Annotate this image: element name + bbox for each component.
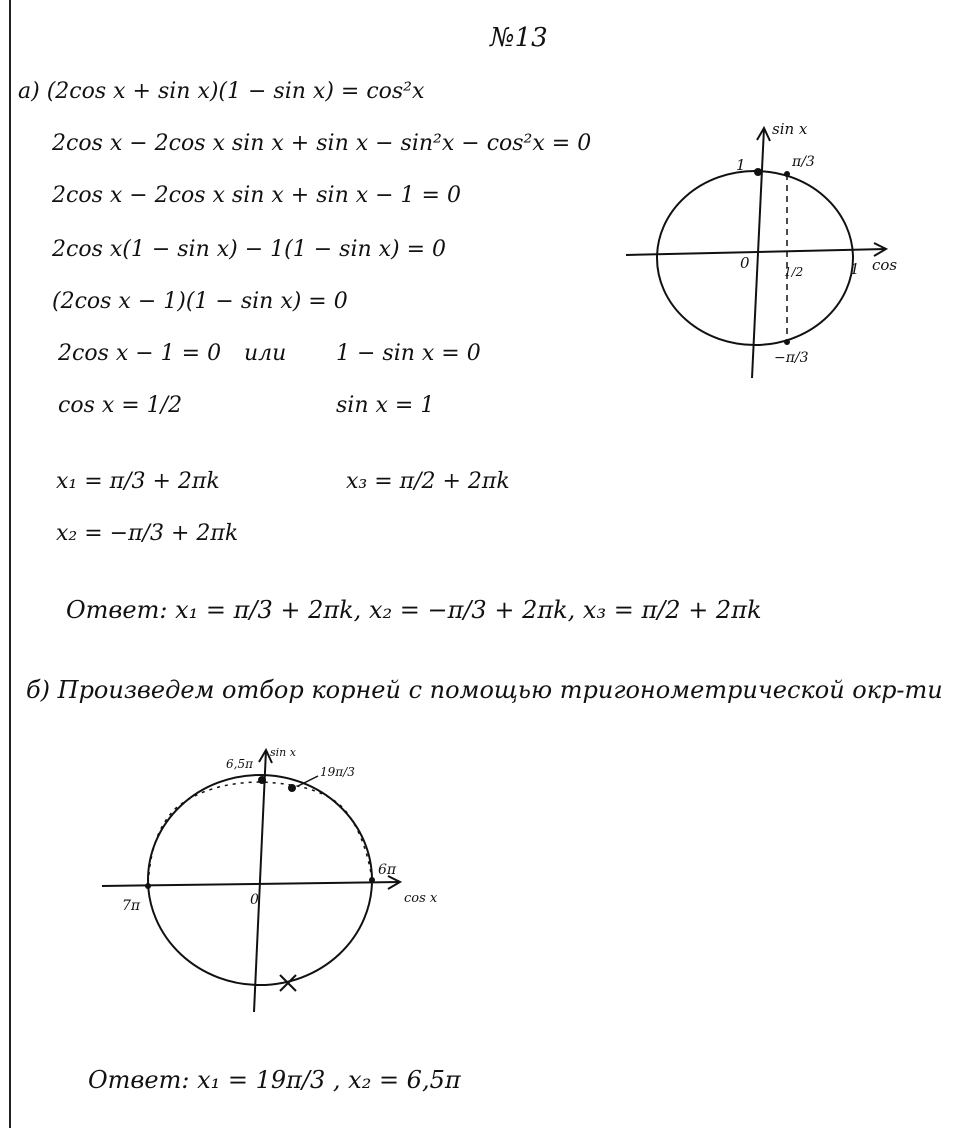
equation-line-2: 2cos x − 2cos x sin x + sin x − sin²x − cos²x = 0 (52, 131, 592, 156)
answer-a: Ответ: x₁ = π/3 + 2πk, x₂ = −π/3 + 2πk, x₃ = π/2 + 2πk (66, 596, 762, 624)
equation-line-3: 2cos x − 2cos x sin x + sin x − 1 = 0 (52, 183, 461, 208)
one-y-label: 1 (736, 156, 746, 174)
point-7pi (145, 883, 151, 889)
neg-pi-third-label: −π/3 (774, 350, 809, 366)
cos-axis-label-b: cos x (404, 891, 438, 906)
equation-line-5: (2cos x − 1)(1 − sin x) = 0 (52, 289, 348, 314)
point-6pi (369, 877, 375, 883)
label-6pi: 6π (378, 862, 397, 878)
sin-axis-b (254, 750, 266, 1012)
root-x1: x₁ = π/3 + 2πk (56, 469, 220, 494)
problem-number: №13 (490, 23, 548, 53)
cos-axis-label-a: cos (872, 256, 898, 274)
sin-equation: sin x = 1 (336, 393, 435, 418)
one-x-label: 1 (850, 260, 860, 278)
origin-label-b: 0 (250, 892, 259, 908)
half-label: 1/2 (784, 265, 804, 279)
label-7pi: 7π (122, 898, 141, 914)
root-x2: x₂ = −π/3 + 2πk (56, 521, 239, 546)
part-b-heading: б) Произведем отбор корней с помощью тригонометрической окр-ти (26, 676, 943, 704)
equation-line-4: 2cos x(1 − sin x) − 1(1 − sin x) = 0 (52, 237, 447, 262)
sin-axis-label-b: sin x (270, 746, 296, 759)
point-6-5pi (258, 776, 266, 784)
label-19pi-3: 19π/3 (320, 765, 355, 779)
sin-axis-label-a: sin x (772, 120, 808, 138)
cos-equation: cos x = 1/2 (58, 393, 183, 418)
label-6-5pi: 6,5π (226, 757, 253, 771)
root-x3: x₃ = π/2 + 2πk (346, 469, 510, 494)
answer-b: Ответ: x₁ = 19π/3 , x₂ = 6,5π (88, 1066, 461, 1094)
case-right: 1 − sin x = 0 (336, 341, 481, 366)
point-19pi-3 (288, 784, 296, 792)
case-left: 2cos x − 1 = 0 (58, 341, 222, 366)
origin-label-a: 0 (740, 254, 750, 272)
equation-line-1: а) (2cos x + sin x)(1 − sin x) = cos²x (18, 79, 425, 104)
or-word: или (244, 341, 287, 366)
pi-third-label: π/3 (792, 154, 815, 170)
